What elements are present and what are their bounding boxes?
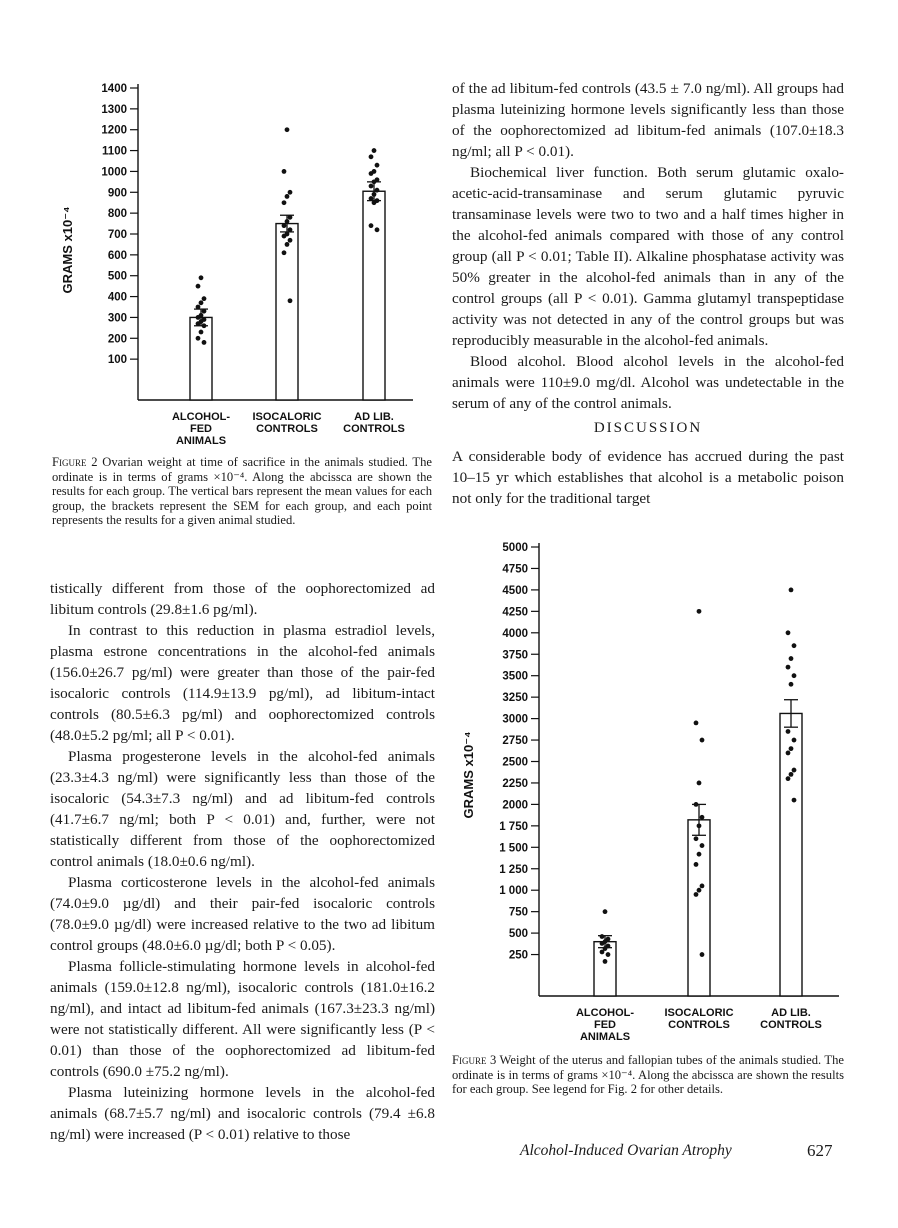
paragraph: Plasma luteinizing hormone levels in the alcohol-fed animals (68.7±5.7 ng/ml) and isocaloric controls (79.4 ±6.8 ng/ml) were increased (P < 0.01) relative to those [50,1084,435,1143]
paragraph: tistically different from those of the oophorectomized ad libitum controls (29.8±1.6 pg/ml). [50,580,435,618]
data-point [603,959,608,964]
bar [276,224,298,400]
data-point [372,148,377,153]
y-tick-label: 4750 [502,563,528,576]
data-point [288,215,293,220]
category-label: FED [190,423,212,435]
data-point [202,340,207,345]
y-tick-label: 300 [107,312,127,325]
data-point [369,184,374,189]
category-label: ALCOHOL- [575,1007,635,1019]
data-point [202,323,207,328]
data-point [792,673,797,678]
y-tick-label: 2750 [502,735,528,748]
data-point [786,776,791,781]
data-point [700,815,705,820]
paragraph: In contrast to this reduction in plasma estradiol levels, plasma estrone concentrations in the alcohol-fed animals (156.0±26.7 pg/ml) were greater than those of the pair-fed isocaloric controls (114.9±13.9 pg/ml), ad libitum-intact controls (80.5±6.3 pg/ml) and oophorectomized controls (48.0±5.2 pg/ml; all P < 0.01). [50,622,435,744]
data-point [202,296,207,301]
data-point [792,738,797,743]
data-point [282,200,287,205]
figure-2-caption-text: Ovarian weight at time of sacrifice in the animals studied. The ordinate is in terms of grams ×10⁻⁴. Along the abcissca are shown the results for each group. The vertical bars represent the mean values for each group, the brackets represent the SEM for each group, and each point represents the results for a given animal studied. [52,455,432,528]
section-heading: DISCUSSION [593,420,703,436]
category-label: CONTROLS [256,423,318,435]
data-point [372,192,377,197]
data-point [600,934,605,939]
figure-2-label: Figure 2 [52,455,98,469]
page-number: 627 [807,1141,833,1160]
category-label: CONTROLS [668,1019,730,1031]
data-point [282,234,287,239]
y-tick-label: 2250 [502,777,528,790]
y-tick-label: 750 [508,906,528,919]
data-point [700,738,705,743]
data-point [199,300,204,305]
y-tick-label: 700 [107,229,127,241]
data-point [282,169,287,174]
data-point [369,171,374,176]
y-tick-label: 600 [107,249,127,262]
data-point [700,884,705,889]
y-tick-label: 4000 [502,627,528,640]
data-point [288,298,293,303]
running-title: Alcohol-Induced Ovarian Atrophy [520,1142,732,1159]
y-tick-label: 2000 [502,799,528,812]
data-point [789,746,794,751]
y-tick-label: 1 750 [499,820,528,833]
y-axis-label: GRAMS x10⁻⁴ [461,731,476,819]
y-tick-label: 1000 [101,166,127,179]
discussion-text [452,446,844,509]
figure-2-caption [52,455,432,528]
bar [363,191,385,400]
paragraph: of the ad libitum-fed controls (43.5 ± 7.0 ng/ml). All groups had plasma luteinizing hormone levels significantly less than those of the oophorectomized ad libitum-fed animals (107.0±18.3 ng/ml; all P < 0.01). [452,80,844,160]
data-point [786,729,791,734]
data-point [375,163,380,168]
figure-3-caption [452,1053,844,1097]
data-point [600,941,605,946]
y-tick-label: 3750 [502,649,528,662]
category-label: AD LIB. [771,1007,811,1019]
data-point [196,305,201,310]
data-point [372,179,377,184]
y-tick-label: 1200 [101,124,127,137]
y-tick-label: 250 [508,949,528,962]
y-tick-label: 1 500 [499,842,528,855]
figure-3-label: Figure 3 [452,1053,497,1067]
data-point [694,836,699,841]
right-column [452,78,844,414]
y-tick-label: 1100 [102,145,127,158]
data-point [285,219,290,224]
data-point [375,188,380,193]
data-point [372,200,377,205]
data-point [789,588,794,593]
data-point [199,275,204,280]
category-label: CONTROLS [343,423,405,435]
data-point [789,656,794,661]
y-tick-label: 3500 [502,670,528,683]
data-point [789,772,794,777]
y-tick-label: 2500 [502,756,528,769]
data-point [700,952,705,957]
y-tick-label: 4250 [502,606,528,619]
data-point [196,284,201,289]
y-tick-label: 200 [107,333,127,346]
y-tick-label: 400 [107,291,127,304]
data-point [792,798,797,803]
bar [688,820,710,996]
data-point [792,643,797,648]
figure-3-caption-text: Weight of the uterus and fallopian tubes of the animals studied. The ordinate is in terms of grams ×10⁻⁴. Along the abcissca are shown the results for each group. See legend for Fig. 2 for other details. [452,1053,844,1097]
bar [780,713,802,996]
paragraph: Plasma follicle-stimulating hormone levels in alcohol-fed animals (159.0±12.8 ng/ml), isocaloric controls (181.0±16.2 ng/ml), and intact ad libitum-fed animals (167.3±23.3 ng/ml) were not statistically different. All were significantly less (P < 0.01) than those of the oophorectomized ad libitum-fed controls (690.0 ±75.2 ng/ml). [50,958,435,1080]
data-point [288,190,293,195]
data-point [694,720,699,725]
category-label: ANIMALS [175,435,227,447]
category-label: CONTROLS [760,1019,822,1031]
data-point [202,309,207,314]
data-point [288,238,293,243]
data-point [369,154,374,159]
data-point [697,888,702,893]
data-point [282,250,287,255]
y-tick-label: 900 [107,187,127,200]
data-point [285,127,290,132]
data-point [697,609,702,614]
y-tick-label: 1 250 [499,863,528,876]
data-point [606,952,611,957]
data-point [369,196,374,201]
data-point [697,852,702,857]
data-point [792,768,797,773]
data-point [282,223,287,228]
data-point [285,242,290,247]
data-point [288,227,293,232]
paragraph: Plasma progesterone levels in the alcohol-fed animals (23.3±4.3 ng/ml) were significantly less than those of the isocaloric (54.3±7.3 ng/ml) and ad libitum-fed controls (41.7±6.7 ng/ml; both P < 0.01) and, further, were not statistically different from those of the oophorectomized control animals (18.0±0.6 ng/ml). [50,748,435,870]
data-point [369,223,374,228]
figure-3-chart [455,525,875,1050]
data-point [375,227,380,232]
data-point [694,802,699,807]
y-tick-label: 3250 [502,692,528,705]
category-label: AD LIB. [354,411,394,423]
y-tick-label: 1300 [101,103,127,116]
figure-2-chart [40,70,440,460]
data-point [285,194,290,199]
data-point [694,862,699,867]
data-point [786,751,791,756]
data-point [789,682,794,687]
data-point [600,950,605,955]
category-label: ANIMALS [579,1031,631,1043]
paragraph: A considerable body of evidence has accrued during the past 10–15 yr which establishes that alcohol is a metabolic poison not only for the traditional target [452,448,844,507]
data-point [196,336,201,341]
y-tick-label: 100 [107,354,127,367]
y-tick-label: 1 000 [499,885,528,898]
data-point [196,315,201,320]
data-point [697,823,702,828]
left-column [50,578,435,1145]
paragraph: Biochemical liver function. Both serum glutamic oxalo-acetic-acid-transaminase and serum glutamic pyruvic transaminase levels were two to two and a half times higher in the alcohol-fed animals compared with those of any control group (all P < 0.01; Table II). Alkaline phosphatase activity was 50% greater in the alcohol-fed animals than in any of the control groups (all P < 0.01). Gamma glutamyl transpeptidase activity was not detected in any of the control groups but was reproducibly measurable in the alcohol-fed animals. [452,164,844,349]
y-tick-label: 4500 [502,584,528,597]
data-point [786,630,791,635]
category-label: ISOCALORIC [252,411,322,423]
y-tick-label: 800 [107,208,127,221]
y-tick-label: 1400 [101,83,127,95]
y-tick-label: 500 [107,270,127,283]
data-point [786,665,791,670]
category-label: ALCOHOL- [171,411,231,423]
y-tick-label: 500 [508,928,528,941]
data-point [603,909,608,914]
category-label: FED [594,1019,616,1031]
paragraph: Plasma corticosterone levels in the alcohol-fed animals (74.0±9.0 µg/dl) and their pair-fed isocaloric controls (78.0±9.0 µg/dl) were increased relative to the two ad libitum control groups (48.0±6.0 µg/dl; both P < 0.05). [50,874,435,954]
data-point [199,330,204,335]
data-point [700,843,705,848]
y-tick-label: 5000 [502,542,528,554]
y-axis-label: GRAMS x10⁻⁴ [60,206,75,294]
data-point [196,321,201,326]
y-tick-label: 3000 [502,713,528,726]
paragraph: Blood alcohol. Blood alcohol levels in the alcohol-fed animals were 110±9.0 mg/dl. Alcohol was undetectable in the serum of any of the control animals. [452,353,844,412]
data-point [697,781,702,786]
category-label: ISOCALORIC [664,1007,734,1019]
data-point [694,892,699,897]
